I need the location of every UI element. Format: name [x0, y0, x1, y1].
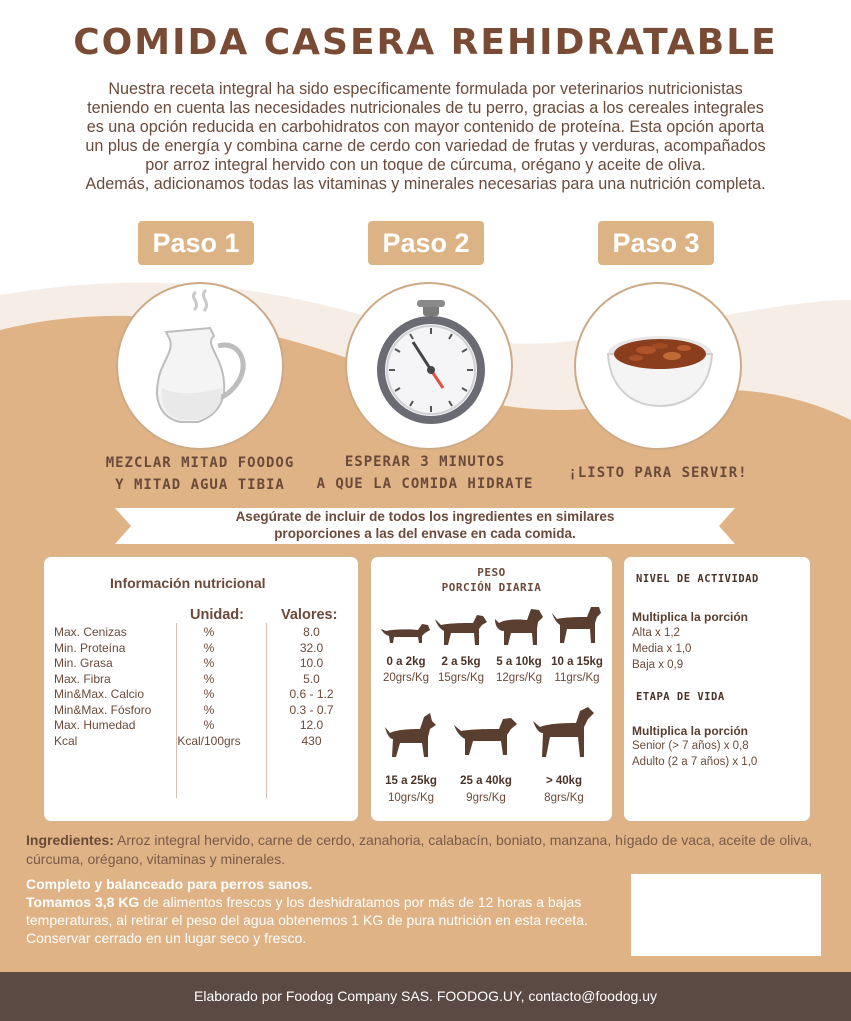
- nutrient-value: 5.0: [303, 671, 320, 686]
- nutrient-name: Max. Fibra: [54, 671, 111, 686]
- activity-medium: Media x 1,0: [632, 643, 692, 655]
- dog-weight-range: 5 a 10kg: [496, 656, 542, 668]
- dog-weight-range: 25 a 40kg: [460, 775, 512, 787]
- step-1-circle: [116, 282, 284, 450]
- nutrient-unit: %: [203, 640, 215, 655]
- complete-bold-lead: Tomamos 3,8 KG: [26, 894, 140, 910]
- activity-high: Alta x 1,2: [632, 627, 680, 639]
- nutrition-card: [43, 556, 359, 822]
- activity-multiply: Multiplica la porción: [632, 610, 749, 624]
- step-2-label: Paso 2: [368, 221, 484, 265]
- nutrition-row: [54, 718, 354, 734]
- nutrition-row: [54, 641, 354, 657]
- complete-text: [26, 875, 606, 947]
- page-title: COMIDA CASERA REHIDRATABLE: [73, 22, 778, 63]
- nutrient-name: Min&Max. Calcio: [54, 687, 145, 701]
- dog-weight-range: > 40kg: [545, 775, 583, 787]
- nutrient-name: Max. Humedad: [54, 718, 136, 732]
- nutrient-unit: %: [203, 687, 215, 701]
- step-1-caption-line: Y MITAD AGUA TIBIA: [115, 477, 285, 493]
- ingredients-list: Arroz integral hervido, carne de cerdo, zanahoria, calabacín, boniato, manzana, hígado de vaca, aceite de oliva, cúrcuma, orégano, vitaminas y minerales.: [26, 832, 813, 867]
- portion-title: [371, 565, 612, 595]
- ingredients-text: [26, 831, 836, 869]
- nutrient-name: Min&Max. Fósforo: [54, 702, 152, 717]
- dog-silhouette-icon: [433, 611, 489, 654]
- intro-text: [24, 80, 827, 194]
- food-bowl-icon: [576, 284, 742, 450]
- nutrient-value: 12.0: [299, 718, 324, 732]
- nutrition-row: [54, 703, 354, 719]
- banner-text: [115, 508, 735, 542]
- stopwatch-icon: [347, 284, 513, 450]
- nutrient-unit: %: [203, 656, 215, 670]
- nutrient-value: 0.6 - 1.2: [289, 687, 334, 701]
- dog-silhouette-icon: [551, 603, 603, 652]
- nutrient-unit: %: [203, 702, 215, 717]
- nutrient-value: 8.0: [303, 625, 320, 639]
- nutrition-row: [54, 672, 354, 688]
- nutrition-row: [54, 687, 354, 703]
- dog-silhouette-icon: [493, 605, 545, 654]
- nutrition-row: [54, 625, 354, 641]
- step-3-caption-line: ¡LISTO PARA SERVIR!: [568, 465, 748, 481]
- step-1-label: Paso 1: [138, 221, 254, 265]
- life-stage-adult: Adulto (2 a 7 años) x 1,0: [632, 756, 758, 768]
- step-2-circle: [345, 282, 513, 450]
- nutrition-row: [54, 656, 354, 672]
- dog-weight-range: 10 a 15kg: [551, 656, 603, 668]
- life-stage-multiply: Multiplica la porción: [632, 724, 749, 738]
- step-3-circle: [574, 282, 742, 450]
- nutrient-name: Min. Grasa: [54, 656, 113, 670]
- portion-title-line: PESO: [477, 566, 506, 579]
- intro-line: un plus de energía y combina carne de cerdo con variedad de frutas y verduras, acompañados: [85, 137, 766, 155]
- dog-weight-range: 15 a 25kg: [385, 775, 437, 787]
- nutrient-value: 430: [301, 733, 322, 748]
- dog-weight-range: 2 a 5kg: [441, 656, 481, 668]
- dog-weight-range: 0 a 2kg: [386, 656, 426, 668]
- activity-card: [623, 556, 811, 822]
- unit-column-header: Unidad:: [190, 607, 244, 623]
- step-2-caption-line: ESPERAR 3 MINUTOS: [344, 454, 506, 470]
- life-stage-senior: Senior (> 7 años) x 0,8: [632, 740, 749, 752]
- nutrient-unit: %: [203, 671, 215, 686]
- nutrient-unit: %: [203, 625, 215, 639]
- nutrient-name: Kcal: [54, 733, 78, 748]
- intro-line: por arroz integral hervido con un toque de cúrcuma, orégano y aceite de oliva.: [145, 156, 706, 174]
- dog-silhouette-icon: [384, 711, 438, 766]
- nutrient-unit: %: [203, 718, 215, 732]
- dog-portion-amount: 9grs/Kg: [466, 792, 506, 804]
- dog-portion-amount: 11grs/Kg: [554, 672, 600, 684]
- dog-portion-amount: 20grs/Kg: [382, 672, 430, 684]
- ingredients-banner: [115, 506, 735, 546]
- complete-description: de alimentos frescos y los deshidratamos por más de 12 horas a bajas temperaturas, al retirar el peso del agua obtenemos 1 KG de pura nutrición en esta receta. Conservar cerrado en un lugar seco y fresco.: [26, 894, 588, 946]
- life-stage-title: ETAPA DE VIDA: [636, 691, 725, 703]
- ingredients-label: Ingredientes:: [26, 832, 114, 848]
- footer: Elaborado por Foodog Company SAS. FOODOG.UY, contacto@foodog.uy: [0, 972, 851, 1021]
- intro-line: teniendo en cuenta las necesidades nutricionales de tu perro, gracias a los cereales integrales: [87, 99, 764, 117]
- nutrient-value: 32.0: [299, 640, 324, 655]
- nutrition-title: Información nutricional: [110, 575, 266, 591]
- dog-silhouette-icon: [532, 705, 596, 766]
- dog-portion-amount: 10grs/Kg: [387, 792, 435, 804]
- label-blank-box: [631, 874, 821, 956]
- nutrition-row: [54, 734, 354, 750]
- nutrient-unit: Kcal/100grs: [177, 733, 241, 748]
- dog-portion-amount: 12grs/Kg: [495, 672, 543, 684]
- intro-line: Además, adicionamos todas las vitaminas y minerales necesarias para una nutrición completa.: [85, 175, 766, 193]
- dog-silhouette-icon: [380, 619, 432, 654]
- dog-silhouette-icon: [453, 713, 519, 764]
- step-3-caption: [558, 462, 758, 484]
- value-column-header: Valores:: [281, 607, 338, 623]
- dog-portion-amount: 15grs/Kg: [437, 672, 485, 684]
- intro-line: Nuestra receta integral ha sido específicamente formulada por veterinarios nutricionistas: [108, 80, 743, 98]
- step-3-label: Paso 3: [598, 221, 714, 265]
- nutrient-value: 0.3 - 0.7: [289, 702, 334, 717]
- nutrient-name: Max. Cenizas: [54, 625, 127, 639]
- portion-title-line: PORCIÓN DIARIA: [441, 581, 542, 594]
- banner-line: proporciones a las del envase en cada comida.: [274, 526, 576, 541]
- step-1-caption: [80, 452, 320, 496]
- dog-portion-amount: 8grs/Kg: [544, 792, 584, 804]
- banner-line: Asegúrate de incluir de todos los ingredientes en similares: [235, 509, 615, 524]
- activity-title: NIVEL DE ACTIVIDAD: [636, 573, 759, 585]
- intro-line: es una opción reducida en carbohidratos con mayor contenido de proteína. Esta opción aporta: [86, 118, 765, 136]
- nutrient-value: 10.0: [299, 656, 324, 670]
- nutrient-name: Min. Proteína: [54, 640, 126, 655]
- activity-low: Baja x 0,9: [632, 659, 684, 671]
- portion-card: [370, 556, 613, 822]
- step-1-caption-line: MEZCLAR MITAD FOODOG: [105, 455, 295, 471]
- step-2-caption: [300, 451, 550, 495]
- complete-headline: Completo y balanceado para perros sanos.: [26, 876, 313, 892]
- step-2-caption-line: A QUE LA COMIDA HIDRATE: [316, 476, 534, 492]
- milk-jug-icon: [118, 284, 284, 450]
